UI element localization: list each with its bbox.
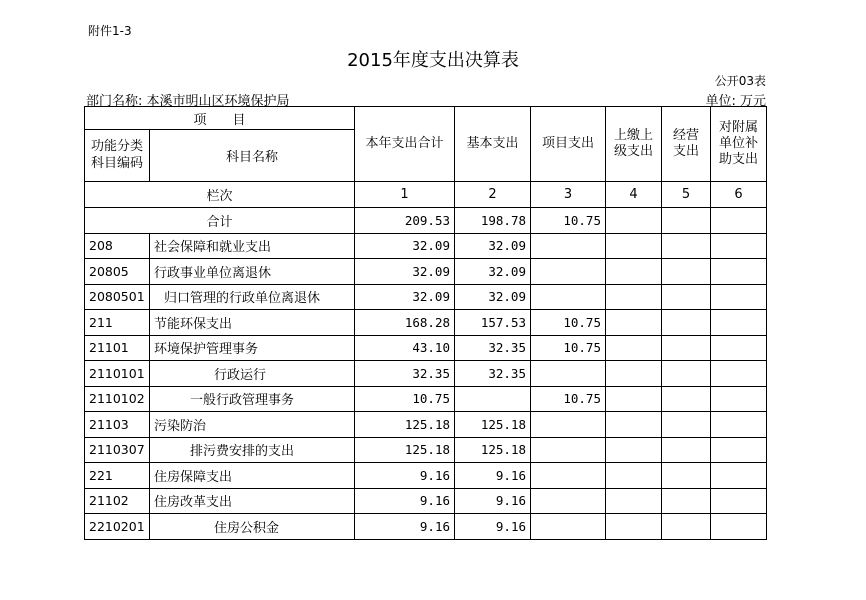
row-subject-name: 一般行政管理事务 bbox=[150, 386, 355, 412]
table-row bbox=[85, 335, 767, 361]
table-row bbox=[85, 259, 767, 285]
row-total: 32.09 bbox=[355, 233, 455, 259]
row-upper bbox=[606, 335, 662, 361]
table-row bbox=[85, 514, 767, 540]
row-subsidy bbox=[711, 514, 767, 540]
row-subject-name: 行政事业单位离退休 bbox=[150, 259, 355, 285]
row-project: 10.75 bbox=[531, 335, 606, 361]
row-upper bbox=[606, 361, 662, 387]
row-upper bbox=[606, 310, 662, 336]
header-func-code-line2: 科目编码 bbox=[90, 155, 143, 171]
row-project bbox=[531, 488, 606, 514]
row-basic: 9.16 bbox=[455, 488, 531, 514]
row-upper bbox=[606, 386, 662, 412]
row-code: 2110102 bbox=[85, 386, 150, 412]
table-row bbox=[85, 437, 767, 463]
row-subsidy bbox=[711, 284, 767, 310]
row-business bbox=[662, 361, 711, 387]
row-business bbox=[662, 463, 711, 489]
row-subsidy bbox=[711, 386, 767, 412]
row-subject-name: 住房保障支出 bbox=[150, 463, 355, 489]
table-row bbox=[85, 233, 767, 259]
row-subsidy bbox=[711, 233, 767, 259]
col-num-3: 3 bbox=[531, 182, 606, 208]
department-name: 部门名称: 本溪市明山区环境保护局 bbox=[86, 94, 290, 109]
header-subject-name: 科目名称 bbox=[150, 130, 355, 182]
row-basic: 32.09 bbox=[455, 259, 531, 285]
row-code: 2110101 bbox=[85, 361, 150, 387]
header-subsidy-line2: 单位补 bbox=[718, 135, 758, 151]
table-row bbox=[85, 412, 767, 438]
row-subsidy bbox=[711, 310, 767, 336]
page-title: 2015年度支出决算表 bbox=[347, 50, 519, 71]
row-total: 125.18 bbox=[355, 412, 455, 438]
row-subject-name: 社会保障和就业支出 bbox=[150, 233, 355, 259]
total-subsidy bbox=[711, 208, 767, 234]
header-func-code-line1: 功能分类 bbox=[90, 139, 143, 155]
row-upper bbox=[606, 437, 662, 463]
row-upper bbox=[606, 514, 662, 540]
header-item: 项 目 bbox=[85, 107, 355, 130]
row-subject-name: 归口管理的行政单位离退休 bbox=[150, 284, 355, 310]
row-total: 9.16 bbox=[355, 514, 455, 540]
header-subsidy-line3: 助支出 bbox=[718, 152, 758, 168]
total-project: 10.75 bbox=[531, 208, 606, 234]
row-basic: 125.18 bbox=[455, 412, 531, 438]
total-business bbox=[662, 208, 711, 234]
row-project bbox=[531, 412, 606, 438]
row-project bbox=[531, 361, 606, 387]
row-subject-name: 住房改革支出 bbox=[150, 488, 355, 514]
row-code: 211 bbox=[85, 310, 150, 336]
row-business bbox=[662, 386, 711, 412]
header-upper-line1: 上缴上 bbox=[613, 127, 653, 143]
row-label: 栏次 bbox=[85, 182, 355, 208]
row-project bbox=[531, 233, 606, 259]
table-row bbox=[85, 488, 767, 514]
row-code: 21101 bbox=[85, 335, 150, 361]
header-business bbox=[662, 107, 711, 182]
row-project bbox=[531, 437, 606, 463]
row-subject-name: 环境保护管理事务 bbox=[150, 335, 355, 361]
row-total: 9.16 bbox=[355, 488, 455, 514]
table-row bbox=[85, 386, 767, 412]
row-basic bbox=[455, 386, 531, 412]
row-basic: 32.09 bbox=[455, 233, 531, 259]
row-total: 32.35 bbox=[355, 361, 455, 387]
header-project: 项目支出 bbox=[531, 107, 606, 182]
row-business bbox=[662, 284, 711, 310]
unit-label: 单位: 万元 bbox=[705, 94, 766, 109]
row-business bbox=[662, 259, 711, 285]
row-total: 43.10 bbox=[355, 335, 455, 361]
col-num-5: 5 bbox=[662, 182, 711, 208]
row-basic: 125.18 bbox=[455, 437, 531, 463]
col-num-1: 1 bbox=[355, 182, 455, 208]
row-code: 2210201 bbox=[85, 514, 150, 540]
row-project bbox=[531, 463, 606, 489]
row-business bbox=[662, 488, 711, 514]
row-code: 2080501 bbox=[85, 284, 150, 310]
total-upper bbox=[606, 208, 662, 234]
header-subsidy bbox=[711, 107, 767, 182]
header-basic: 基本支出 bbox=[455, 107, 531, 182]
header-upper bbox=[606, 107, 662, 182]
row-basic: 9.16 bbox=[455, 463, 531, 489]
row-project bbox=[531, 514, 606, 540]
row-code: 21103 bbox=[85, 412, 150, 438]
row-subsidy bbox=[711, 335, 767, 361]
row-upper bbox=[606, 233, 662, 259]
row-business bbox=[662, 412, 711, 438]
table-row bbox=[85, 463, 767, 489]
expenditure-table bbox=[84, 106, 767, 540]
row-subject-name: 住房公积金 bbox=[150, 514, 355, 540]
row-upper bbox=[606, 412, 662, 438]
table-row bbox=[85, 361, 767, 387]
header-subsidy-line1: 对附属 bbox=[718, 119, 758, 135]
header-total: 本年支出合计 bbox=[355, 107, 455, 182]
row-business bbox=[662, 233, 711, 259]
row-project bbox=[531, 284, 606, 310]
row-basic: 32.35 bbox=[455, 335, 531, 361]
row-basic: 9.16 bbox=[455, 514, 531, 540]
row-subject-name: 节能环保支出 bbox=[150, 310, 355, 336]
header-func-code bbox=[85, 130, 150, 182]
col-num-6: 6 bbox=[711, 182, 767, 208]
row-total: 32.09 bbox=[355, 259, 455, 285]
header-business-line1: 经营 bbox=[672, 127, 699, 143]
total-label: 合计 bbox=[85, 208, 355, 234]
row-subsidy bbox=[711, 488, 767, 514]
table-row bbox=[85, 284, 767, 310]
total-row bbox=[85, 208, 767, 234]
row-project: 10.75 bbox=[531, 310, 606, 336]
row-total: 10.75 bbox=[355, 386, 455, 412]
row-subject-name: 排污费安排的支出 bbox=[150, 437, 355, 463]
row-subsidy bbox=[711, 412, 767, 438]
row-project: 10.75 bbox=[531, 386, 606, 412]
row-code: 20805 bbox=[85, 259, 150, 285]
row-subject-name: 行政运行 bbox=[150, 361, 355, 387]
column-number-row bbox=[85, 182, 767, 208]
row-total: 125.18 bbox=[355, 437, 455, 463]
form-number: 公开03表 bbox=[714, 74, 766, 88]
attachment-label: 附件1-3 bbox=[88, 24, 132, 38]
row-basic: 32.35 bbox=[455, 361, 531, 387]
row-subsidy bbox=[711, 361, 767, 387]
row-project bbox=[531, 259, 606, 285]
row-upper bbox=[606, 284, 662, 310]
row-subsidy bbox=[711, 463, 767, 489]
header-row-item bbox=[85, 107, 767, 130]
col-num-2: 2 bbox=[455, 182, 531, 208]
row-total: 168.28 bbox=[355, 310, 455, 336]
total-basic: 198.78 bbox=[455, 208, 531, 234]
row-subsidy bbox=[711, 437, 767, 463]
row-business bbox=[662, 335, 711, 361]
row-business bbox=[662, 310, 711, 336]
row-basic: 157.53 bbox=[455, 310, 531, 336]
header-upper-line2: 级支出 bbox=[613, 144, 653, 159]
row-code: 2110307 bbox=[85, 437, 150, 463]
row-upper bbox=[606, 259, 662, 285]
row-code: 221 bbox=[85, 463, 150, 489]
col-num-4: 4 bbox=[606, 182, 662, 208]
row-code: 21102 bbox=[85, 488, 150, 514]
total-total: 209.53 bbox=[355, 208, 455, 234]
row-subsidy bbox=[711, 259, 767, 285]
row-total: 9.16 bbox=[355, 463, 455, 489]
header-business-line2: 支出 bbox=[672, 144, 699, 159]
row-upper bbox=[606, 463, 662, 489]
row-upper bbox=[606, 488, 662, 514]
row-code: 208 bbox=[85, 233, 150, 259]
row-subject-name: 污染防治 bbox=[150, 412, 355, 438]
row-business bbox=[662, 514, 711, 540]
table-row bbox=[85, 310, 767, 336]
row-business bbox=[662, 437, 711, 463]
row-basic: 32.09 bbox=[455, 284, 531, 310]
row-total: 32.09 bbox=[355, 284, 455, 310]
